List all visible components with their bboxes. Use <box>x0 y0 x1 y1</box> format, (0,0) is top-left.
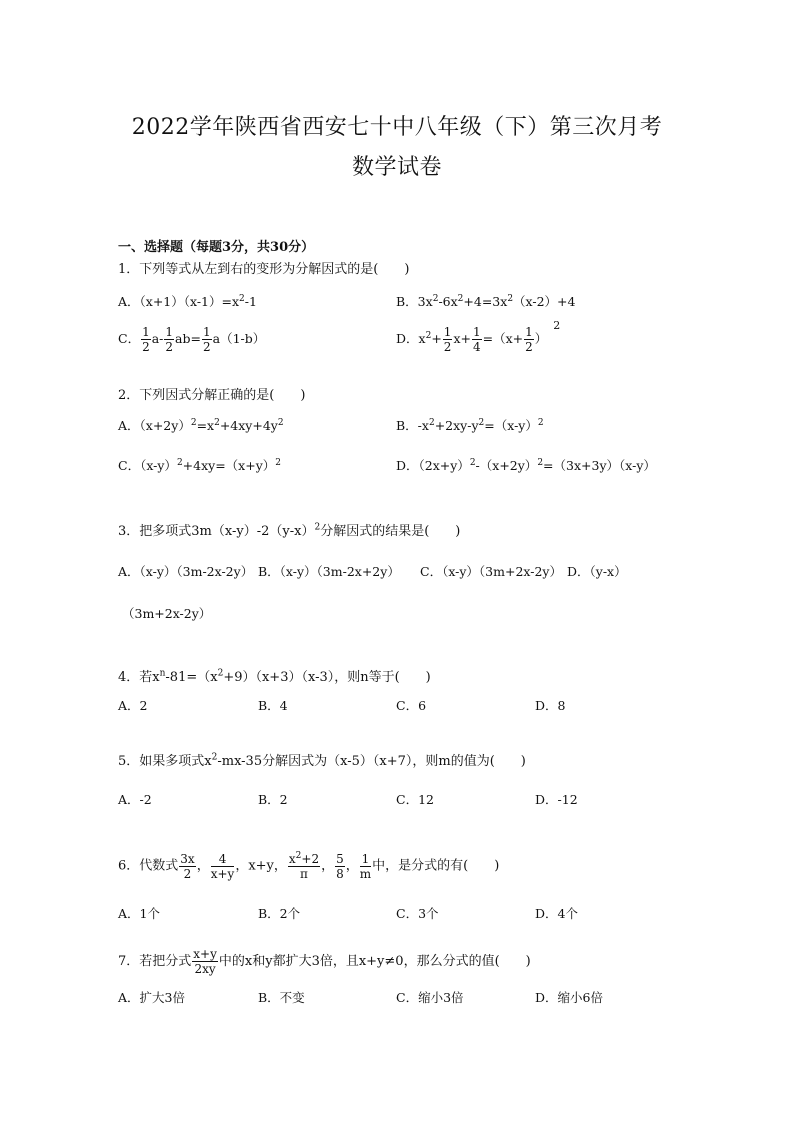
question-1-stem: 1．下列等式从左到右的变形为分解因式的是( ) <box>118 262 410 277</box>
question-1-option-d: D．$x^2+$ $\frac{1}{2}$ x+ $\frac{1}{4}$ =（x+ $\frac{1}{2}$ ）2 <box>396 319 561 354</box>
question-2-option-a: A．$(x+2y)^2=x^2+4xy+4y^2$ <box>118 417 284 433</box>
question-2-stem: 2．下列因式分解正确的是( ) <box>118 388 306 403</box>
question-1-option-a: A．$(x+1)(x-1)=x^2-1$ <box>118 293 257 309</box>
question-4-option-c: C．6 <box>396 698 427 713</box>
question-6-option-d: D．4个 <box>535 906 578 921</box>
question-1-option-b: B．$3x^2-6x^2+4=3x^2(x-2)+4$ <box>396 293 576 309</box>
question-6-option-b: B．2个 <box>258 906 301 921</box>
question-6-option-c: C．3个 <box>396 906 439 921</box>
question-6-option-a: A．1个 <box>118 906 160 921</box>
section-heading: 一、选择题（每题3分，共30分） <box>118 240 315 255</box>
question-3-option-d-cont: （3m+2x-2y） <box>122 606 212 621</box>
question-3-option-d: D．（y-x） <box>567 564 627 579</box>
question-7-option-a: A．扩大3倍 <box>118 990 185 1005</box>
exam-subtitle: 数学试卷 <box>351 155 442 180</box>
question-4-stem: 4．若$x^n-81=(x^2+9)(x+3)(x-3)$，则n等于( ) <box>118 668 431 685</box>
question-3-stem: 3．把多项式$3m(x-y)-2(y-x)^2$分解因式的结果是( ) <box>118 522 461 539</box>
question-4-option-a: A．2 <box>118 698 148 713</box>
question-4-option-d: D．8 <box>535 698 566 713</box>
question-5-option-c: C．12 <box>396 792 434 807</box>
question-7-stem: 7．若把分式 $\frac{x+y}{2xy}$ 中的x和y都扩大3倍，且x+y≠0，那么分式的值( ) <box>118 947 531 976</box>
question-5-option-a: A．-2 <box>118 792 152 807</box>
question-7-option-d: D．缩小6倍 <box>535 990 603 1005</box>
question-5-option-b: B．2 <box>258 792 288 807</box>
question-3-option-b: B．（x-y）（3m-2x+2y） <box>258 564 400 579</box>
question-5-stem: 5．如果多项式$x^2-mx-35$分解因式为（x-5）（x+7），则m的值为( ) <box>118 752 526 769</box>
question-3-option-c: C．（x-y）（3m+2x-2y） <box>420 564 562 579</box>
question-3-option-a: A．（x-y）（3m-2x-2y） <box>118 564 254 579</box>
question-4-option-b: B．4 <box>258 698 288 713</box>
question-2-option-c: C．$(x-y)^2+4xy=(x+y)^2$ <box>118 457 282 473</box>
question-5-option-d: D．-12 <box>535 792 578 807</box>
question-7-option-c: C．缩小3倍 <box>396 990 464 1005</box>
question-2-option-d: D．$(2x+y)^2-(x+2y)^2=(3x+3y)(x-y)$ <box>396 457 656 473</box>
question-1-option-c: C． $\frac{1}{2}$ a- $\frac{1}{2}$ ab= $\frac{1}{2}$ a（1-b） <box>118 325 266 354</box>
exam-title: 2022学年陕西省西安七十中八年级（下）第三次月考 <box>131 115 663 140</box>
question-7-option-b: B．不变 <box>258 990 305 1005</box>
question-2-option-b: B．$-x^2+2xy-y^2=(x-y)^2$ <box>396 417 544 433</box>
question-6-stem: 6．代数式 $\frac{3x}{2}$ ， $\frac{4}{x+y}$ ，x+y， $\frac{x^2+2}{\pi}$ ， $\frac{5}{8}$ ， $\frac{1}{m}$ 中，是分式的有( ) <box>118 851 500 881</box>
